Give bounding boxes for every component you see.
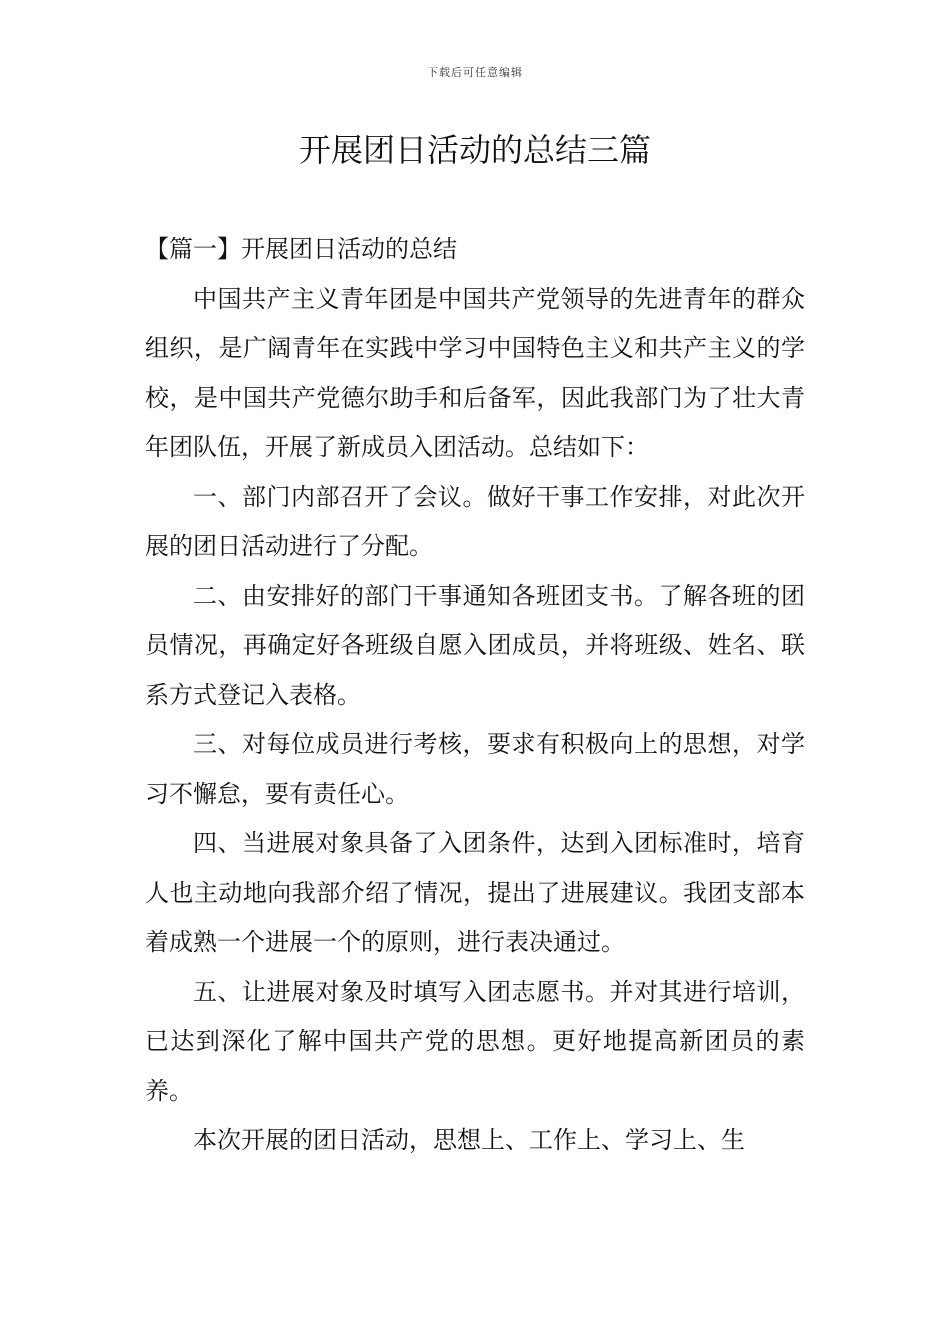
paragraph-item-1: 一、部门内部召开了会议。做好干事工作安排，对此次开展的团日活动进行了分配。 — [145, 482, 805, 560]
paragraph-item-3: 三、对每位成员进行考核，要求有积极向上的思想，对学习不懈怠，要有责任心。 — [145, 730, 805, 808]
paragraph-item-4: 四、当进展对象具备了入团条件，达到入团标准时，培育人也主动地向我部介绍了情况，提出了进展建议。我团支部本着成熟一个进展一个的原则，进行表决通过。 — [145, 829, 805, 956]
paragraph-item-5: 五、让进展对象及时填写入团志愿书。并对其进行培训，已达到深化了解中国共产党的思想。更好地提高新团员的素养。 — [145, 977, 805, 1105]
document-title: 开展团日活动的总结三篇 — [298, 131, 651, 169]
section-heading: 【篇一】开展团日活动的总结 — [145, 235, 457, 263]
paragraph-item-2: 二、由安排好的部门干事通知各班团支书。了解各班的团员情况，再确定好各班级自愿入团成员，并将班级、姓名、联系方式登记入表格。 — [145, 581, 805, 709]
paragraph-conclusion: 本次开展的团日活动，思想上、工作上、学习上、生 — [193, 1126, 745, 1154]
document-body — [145, 225, 805, 1166]
paragraph-intro: 中国共产主义青年团是中国共产党领导的先进青年的群众组织，是广阔青年在实践中学习中国特色主义和共产主义的学校，是中国共产党德尔助手和后备军，因此我部门为了壮大青年团队伍，开展了新成员入团活动。总结如下： — [145, 284, 805, 461]
header-note: 下载后可任意编辑 — [427, 66, 523, 79]
